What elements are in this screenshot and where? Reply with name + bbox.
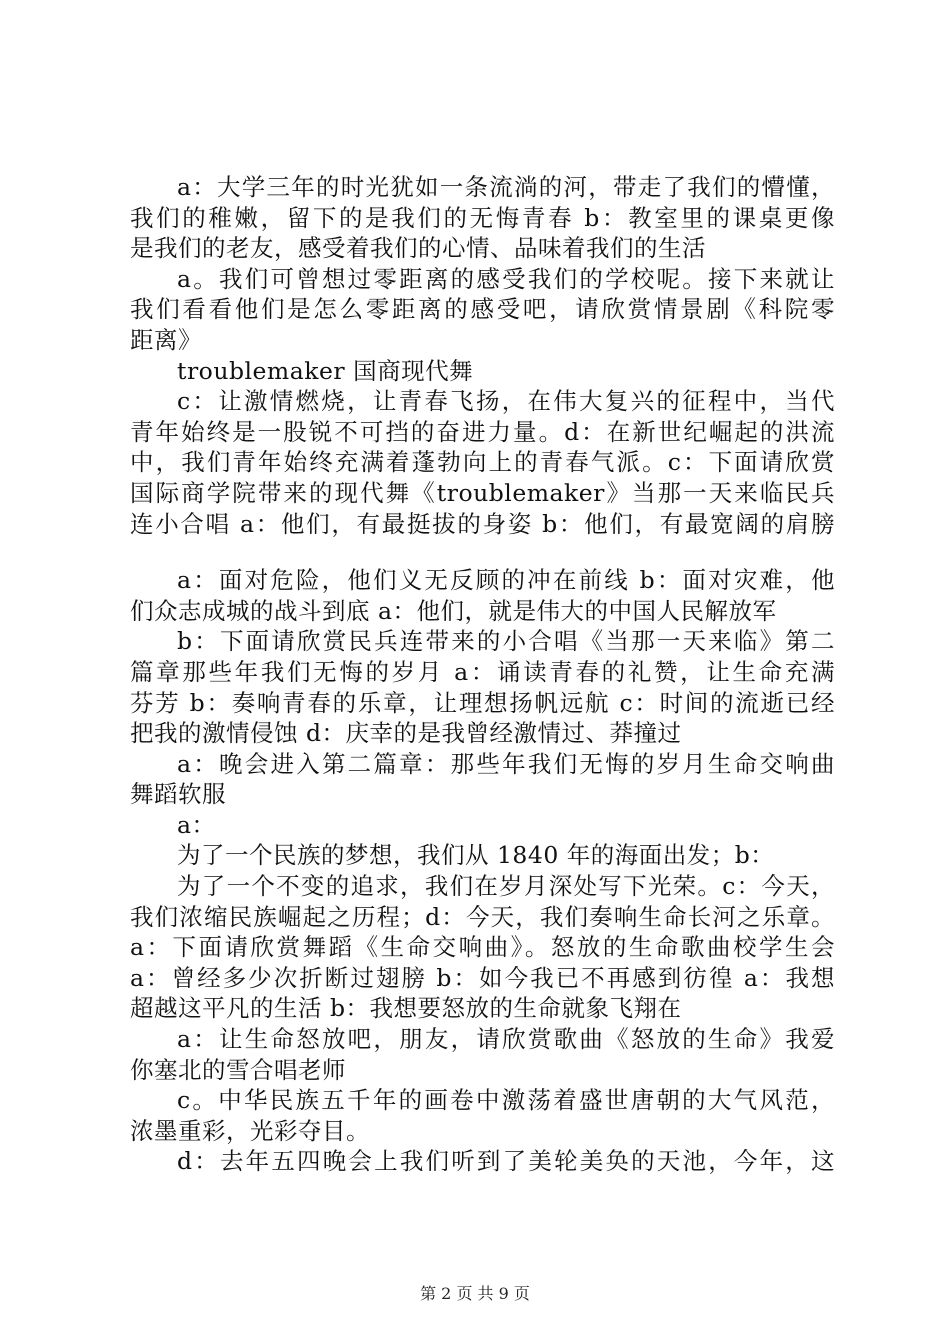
text-line: 中，我们青年始终充满着蓬勃向上的青春气派。c：下面请欣赏 [130, 448, 835, 477]
text-line: 篇章那些年我们无悔的岁月 a：诵读青春的礼赞，让生命充满 [130, 657, 835, 686]
text-line: a：晚会进入第二篇章：那些年我们无悔的岁月生命交响曲 [177, 749, 835, 778]
text-line: c。中华民族五千年的画卷中激荡着盛世唐朝的大气风范， [177, 1086, 835, 1115]
text-line: 我们的稚嫩，留下的是我们的无悔青春 b：教室里的课桌更像 [130, 203, 835, 232]
text-line: a：让生命怒放吧，朋友，请欣赏歌曲《怒放的生命》我爱 [177, 1025, 835, 1054]
text-line: 我们浓缩民族崛起之历程；d：今天，我们奏响生命长河之乐章。 [130, 902, 835, 931]
text-line: a：下面请欣赏舞蹈《生命交响曲》。怒放的生命歌曲校学生会 [130, 933, 835, 962]
text-line: 把我的激情侵蚀 d：庆幸的是我曾经激情过、莽撞过 [130, 719, 682, 748]
text-line: c：让激情燃烧，让青春飞扬，在伟大复兴的征程中，当代 [177, 387, 835, 416]
page-number-footer: 第 2 页 共 9 页 [420, 1284, 530, 1303]
text-line: 青年始终是一股锐不可挡的奋进力量。d：在新世纪崛起的洪流 [130, 417, 835, 446]
text-line: 超越这平凡的生活 b：我想要怒放的生命就象飞翔在 [130, 994, 682, 1023]
text-line: 距离》 [130, 325, 202, 354]
text-line: a：曾经多少次折断过翅膀 b：如今我已不再感到彷徨 a：我想 [130, 963, 835, 992]
text-line: a：大学三年的时光犹如一条流淌的河，带走了我们的懵懂， [177, 173, 835, 201]
text-line: 连小合唱 a：他们，有最挺拔的身姿 b：他们，有最宽阔的肩膀 [130, 509, 835, 538]
text-line: 们众志成城的战斗到底 a：他们，就是伟大的中国人民解放军 [130, 596, 777, 625]
text-line: 芬芳 b：奏响青春的乐章，让理想扬帆远航 c：时间的流逝已经 [130, 688, 835, 717]
text-line: b：下面请欣赏民兵连带来的小合唱《当那一天来临》第二 [177, 627, 835, 656]
text-line: troublemaker 国商现代舞 [177, 356, 474, 385]
text-line: 舞蹈软服 [130, 780, 226, 809]
text-line: d：去年五四晚会上我们听到了美轮美奂的天池，今年，这 [177, 1147, 835, 1176]
text-line: a：面对危险，他们义无反顾的冲在前线 b：面对灾难，他 [177, 566, 835, 595]
text-line: 你塞北的雪合唱老师 [130, 1055, 346, 1084]
text-line: 我们看看他们是怎么零距离的感受吧，请欣赏情景剧《科院零 [130, 295, 835, 324]
text-line: 国际商学院带来的现代舞《troublemaker》当那一天来临民兵 [130, 478, 835, 507]
text-line: 是我们的老友，感受着我们的心情、品味着我们的生活 [130, 234, 706, 263]
text-line: a。我们可曾想过零距离的感受我们的学校呢。接下来就让 [177, 264, 835, 293]
text-line: a： [177, 810, 216, 839]
text-line: 浓墨重彩，光彩夺目。 [130, 1116, 370, 1145]
document-body [130, 172, 835, 1177]
text-line: 为了一个不变的追求，我们在岁月深处写下光荣。c：今天， [177, 872, 835, 901]
text-line: 为了一个民族的梦想，我们从 1840 年的海面出发；b： [177, 841, 775, 870]
